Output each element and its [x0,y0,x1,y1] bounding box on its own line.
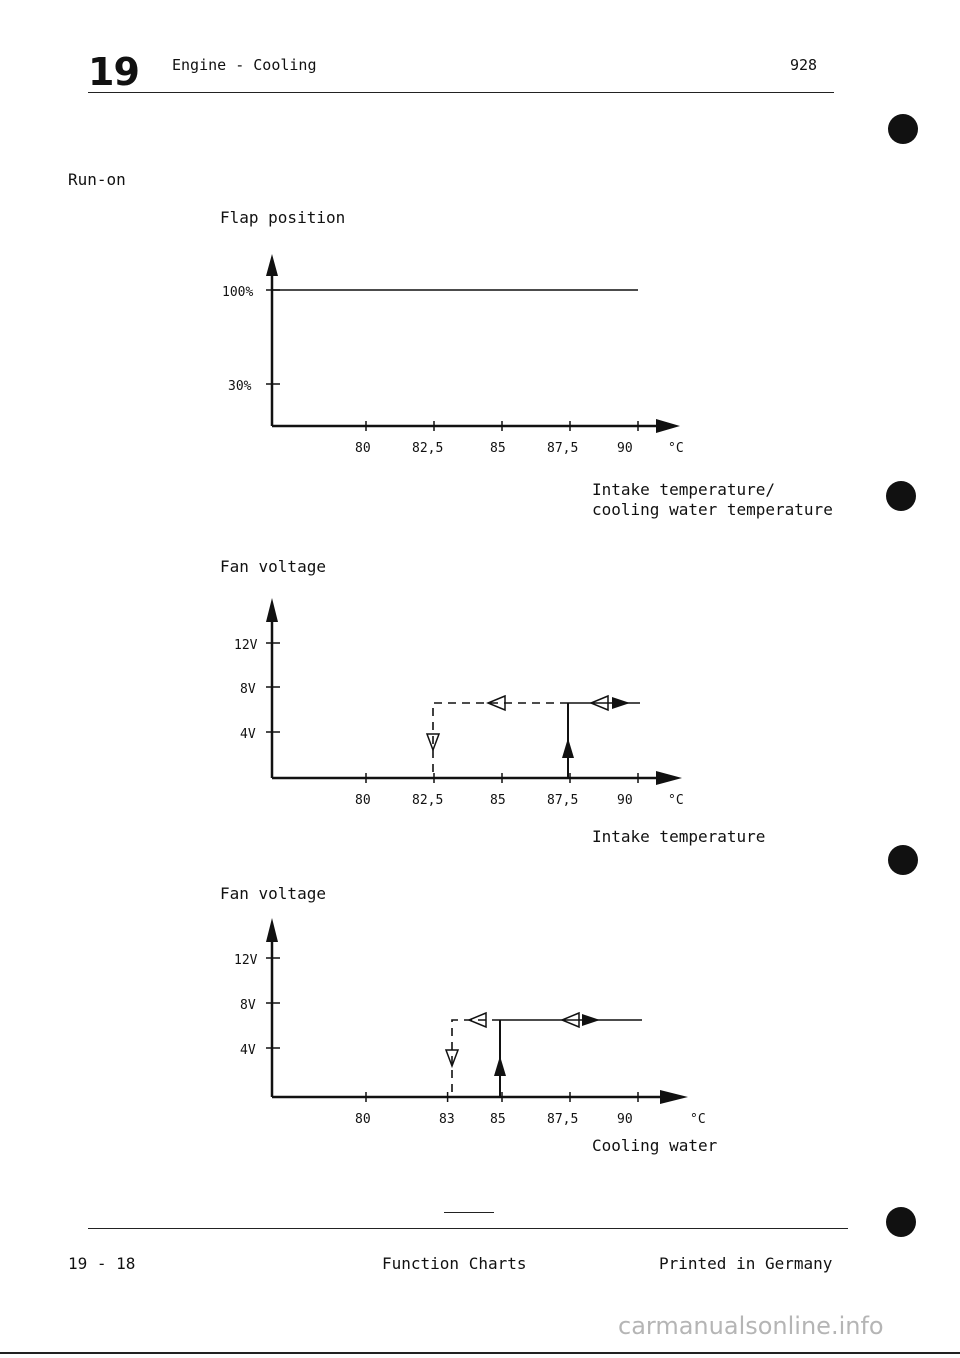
chart2-xlabel-87-5: 87,5 [547,793,579,808]
chart1-xlabel-80: 80 [355,441,371,456]
chart3-xlabel-83: 83 [439,1112,455,1127]
chart1-ylabel-100: 100% [222,285,254,300]
chart1-xlabel-87-5: 87,5 [547,441,579,456]
page-title: Engine - Cooling [172,56,317,74]
watermark: carmanualsonline.info [618,1312,884,1340]
chart3-xlabel-90: 90 [617,1112,633,1127]
chart2-xlabel-unit: °C [668,793,684,808]
chart1-xlabel-85: 85 [490,441,506,456]
chart3-ylabel-12: 12V [234,953,258,968]
chart1-title: Flap position [220,208,346,227]
chart3-ylabel-4: 4V [240,1043,256,1058]
footer-printed: Printed in Germany [659,1254,833,1273]
chart2-xlabel-90: 90 [617,793,633,808]
bottom-edge-rule [0,1352,960,1354]
chart1-xlabel-82-5: 82,5 [412,441,444,456]
chart2-xlabel-80: 80 [355,793,371,808]
chart1-xtitle-line1: Intake temperature/ [592,480,776,499]
chart2-ylabel-8: 8V [240,682,256,697]
section-heading: Run-on [68,170,126,189]
chart2-ylabel-12: 12V [234,638,258,653]
footer-rule [88,1228,848,1229]
chart2-ylabel-4: 4V [240,727,256,742]
chart2-title: Fan voltage [220,557,326,576]
page-number: 19 - 18 [68,1254,136,1273]
chart3-xlabel-unit: °C [690,1112,706,1127]
chart3-xlabel-85: 85 [490,1112,506,1127]
chart2-xlabel-82-5: 82,5 [412,793,444,808]
chart1-ylabel-30: 30% [228,379,252,394]
chart3-xlabel-80: 80 [355,1112,371,1127]
chart3-xtitle: Cooling water [592,1136,718,1155]
chart3-title: Fan voltage [220,884,326,903]
chart1-xtitle-line2: cooling water temperature [592,500,833,519]
chart1-xlabel-90: 90 [617,441,633,456]
chart3-ylabel-8: 8V [240,998,256,1013]
model-number: 928 [790,56,818,74]
footer-short-rule [444,1212,494,1213]
footer-center: Function Charts [382,1254,527,1273]
chart2-xlabel-85: 85 [490,793,506,808]
chart3-xlabel-87-5: 87,5 [547,1112,579,1127]
chart2-xtitle: Intake temperature [592,827,766,846]
chart1-xlabel-unit: °C [668,441,684,456]
chapter-number: 19 [88,50,139,94]
